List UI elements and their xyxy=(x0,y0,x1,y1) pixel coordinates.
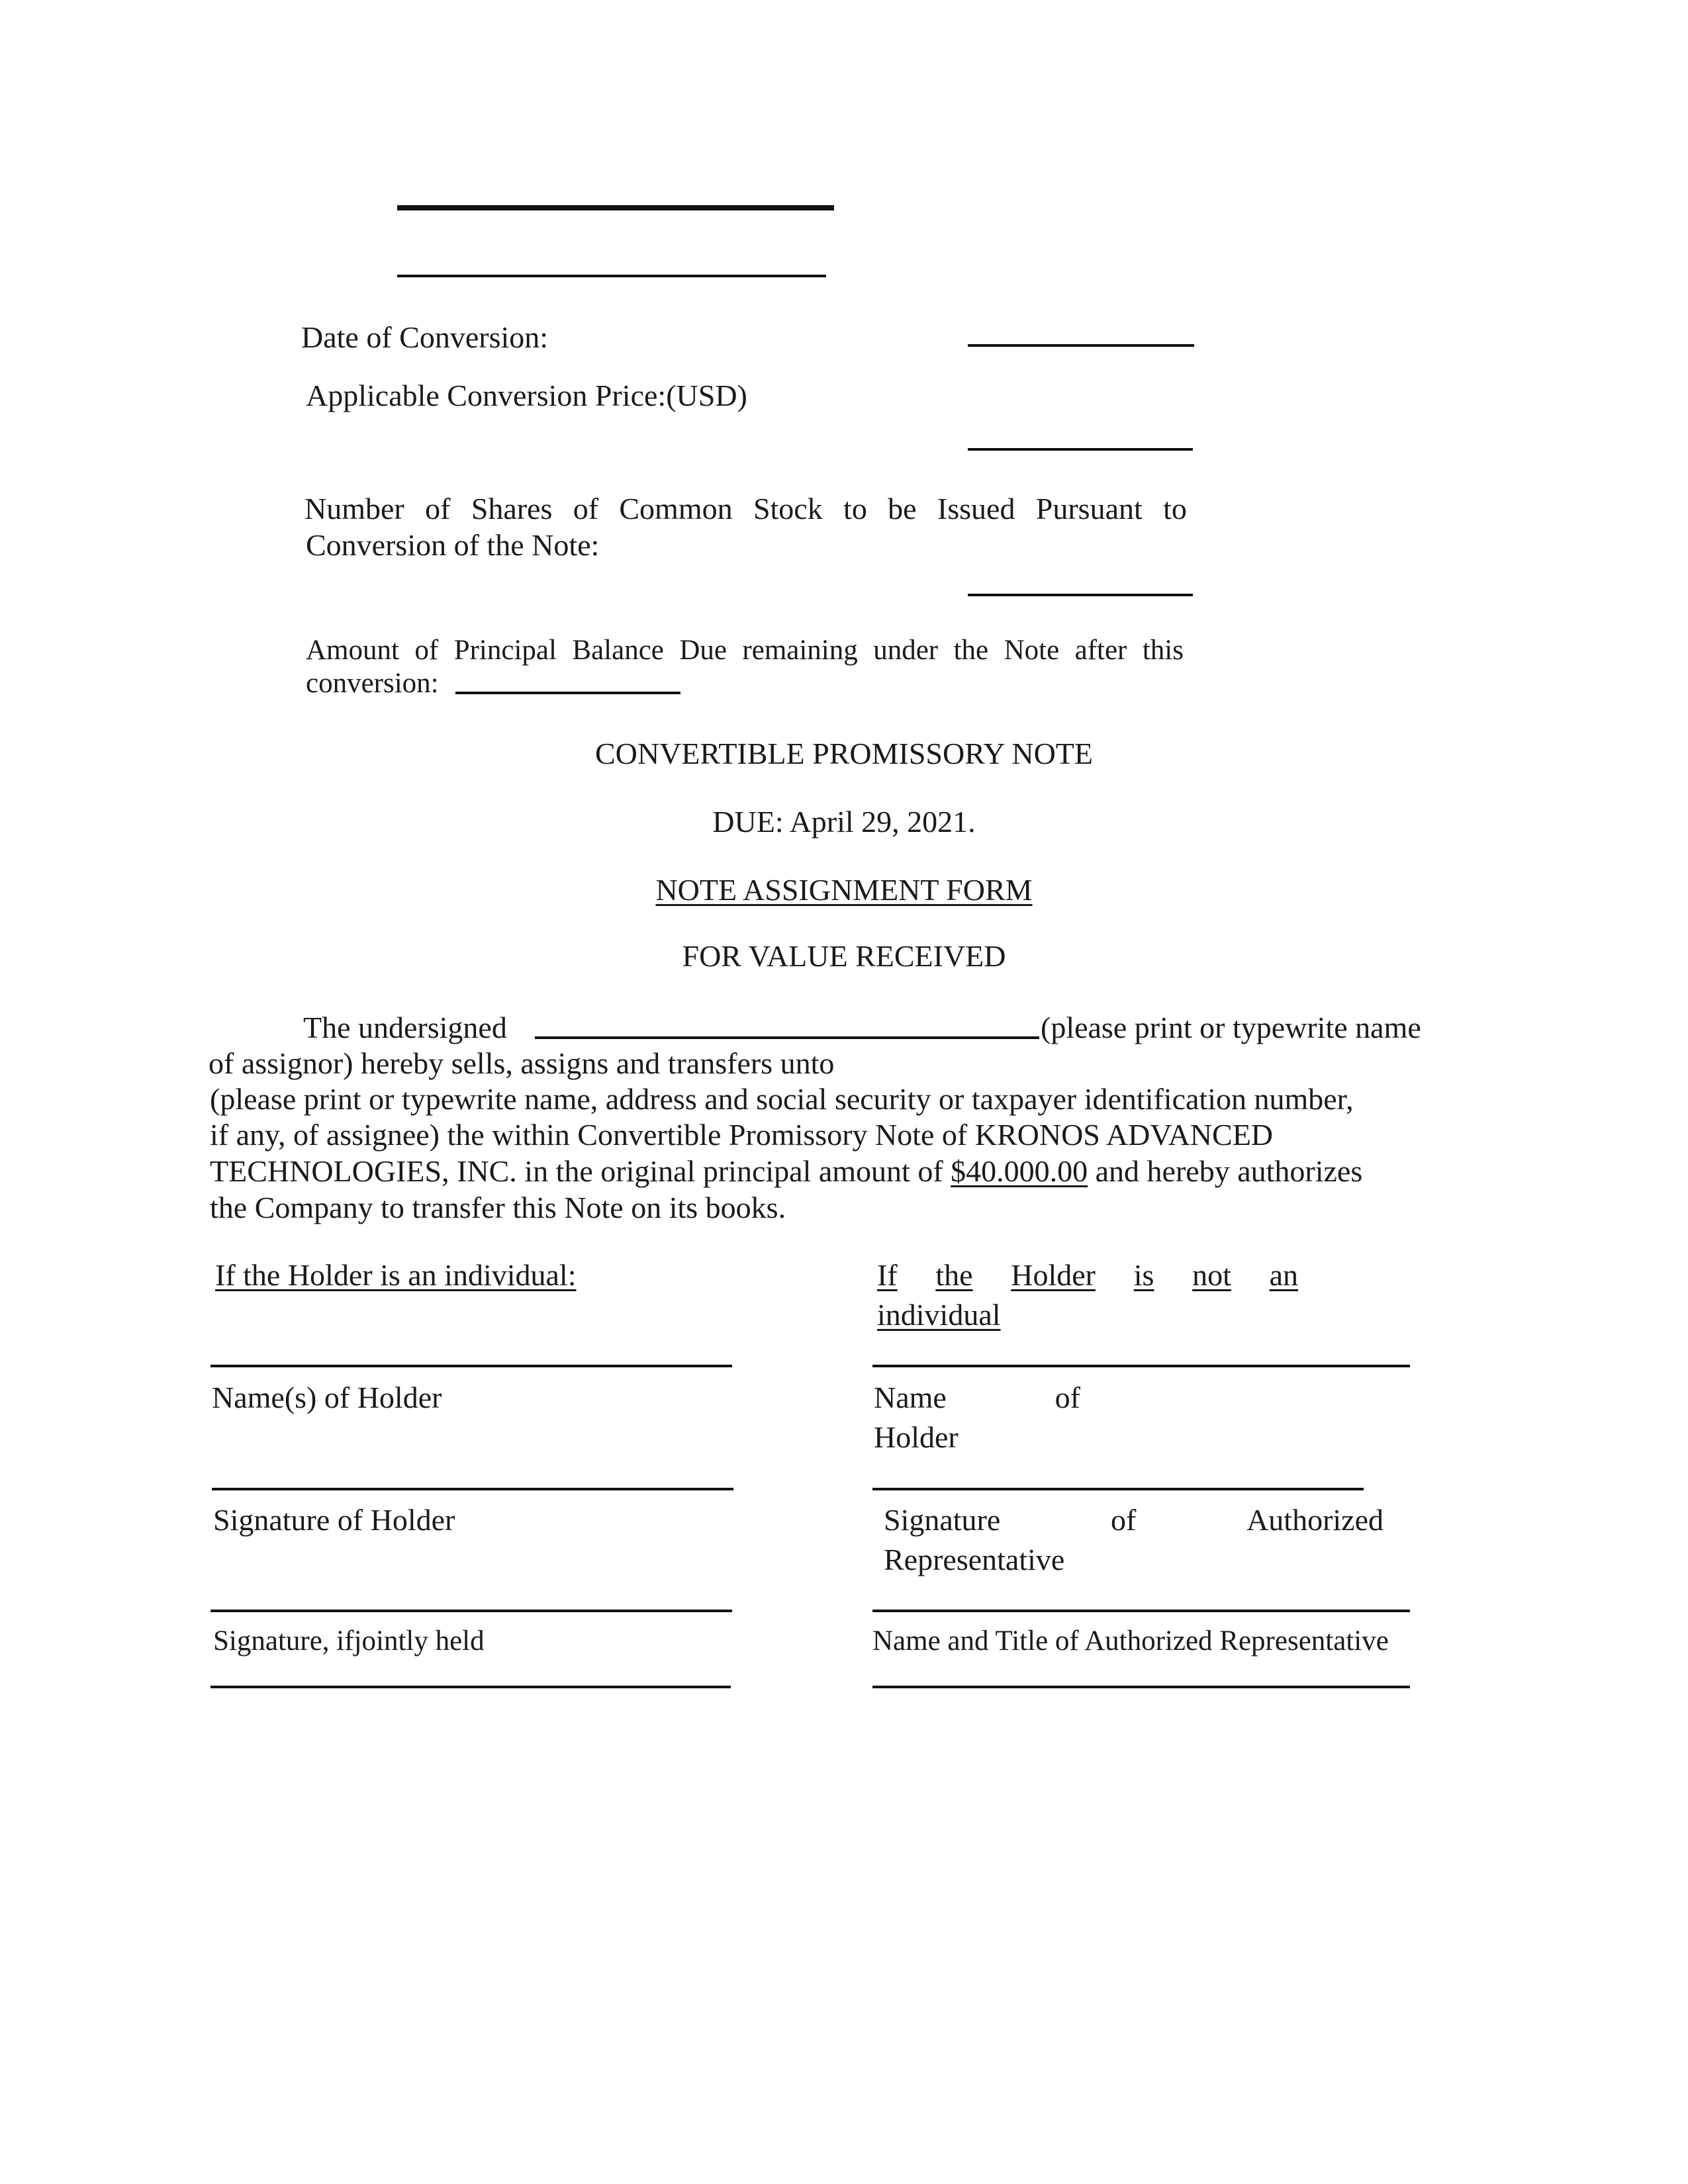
word: under xyxy=(873,635,939,666)
word: Amount xyxy=(306,635,399,666)
word: Common xyxy=(619,492,733,525)
word: Note xyxy=(1004,635,1060,666)
entity-name-field[interactable] xyxy=(872,1365,1410,1367)
word: remaining xyxy=(742,635,858,666)
assignment-line4: if any, of assignee) the within Convertible Promissory Note of KRONOS ADVANCED xyxy=(210,1118,1274,1152)
word: Pursuant xyxy=(1035,492,1143,525)
word: Principal xyxy=(453,635,557,666)
form-title xyxy=(0,872,1688,908)
word: this xyxy=(1142,635,1184,666)
top-rule-1 xyxy=(397,205,834,210)
word: Holder xyxy=(1011,1258,1096,1292)
assignment-line2: of assignor) hereby sells, assigns and transfers unto xyxy=(209,1046,835,1080)
word: Stock xyxy=(753,492,823,525)
word: Number xyxy=(305,492,404,525)
word: Due xyxy=(679,635,727,666)
holder-signature-field[interactable] xyxy=(212,1488,733,1490)
entity-name-line2: Holder xyxy=(874,1420,959,1454)
individual-heading-text: If the Holder is an individual: xyxy=(215,1258,577,1292)
shares-field[interactable] xyxy=(968,594,1193,596)
joint-signature-field[interactable] xyxy=(211,1610,732,1612)
principal-balance-field[interactable] xyxy=(455,692,680,694)
shares-label-line2: Conversion of the Note: xyxy=(306,528,600,562)
rep-name-title-label: Name and Title of Authorized Representative xyxy=(872,1625,1389,1657)
conversion-price-field[interactable] xyxy=(968,448,1193,451)
entity-name-line1 xyxy=(874,1380,1080,1416)
word: Shares xyxy=(471,492,553,525)
word: to xyxy=(1163,492,1187,525)
assignment-line6: the Company to transfer this Note on its books. xyxy=(210,1191,786,1224)
word: of xyxy=(1111,1503,1137,1537)
right-bottom-rule xyxy=(872,1686,1410,1688)
principal-amount: $40.000.00 xyxy=(951,1154,1088,1188)
word: the xyxy=(953,635,989,666)
principal-label-line2: conversion: xyxy=(306,668,439,699)
assignment-line1-start: The undersigned xyxy=(303,1011,507,1044)
word: after xyxy=(1074,635,1127,666)
word: of xyxy=(573,492,599,525)
assignor-name-field[interactable] xyxy=(535,1036,1039,1039)
entity-heading-line2-text: individual xyxy=(877,1298,1001,1332)
date-of-conversion-label: Date of Conversion: xyxy=(301,320,549,354)
note-title: CONVERTIBLE PROMISSORY NOTE xyxy=(594,737,1094,770)
word: Balance xyxy=(572,635,664,666)
entity-sig-line1 xyxy=(884,1502,1383,1538)
word: Name xyxy=(874,1381,947,1414)
date-of-conversion-field[interactable] xyxy=(968,344,1194,347)
word: If xyxy=(877,1258,898,1292)
assignment-line5-start: TECHNOLOGIES, INC. in the original principal amount of xyxy=(210,1154,943,1188)
assignment-line5 xyxy=(210,1154,1362,1189)
signature-of-holder-label: Signature of Holder xyxy=(213,1503,455,1537)
word: of xyxy=(414,635,439,666)
word: to xyxy=(843,492,867,525)
principal-label-line1 xyxy=(306,634,1184,667)
names-of-holder-label: Name(s) of Holder xyxy=(212,1381,442,1414)
word: Issued xyxy=(937,492,1015,525)
assignment-line5-end: and hereby authorizes xyxy=(1095,1154,1363,1188)
individual-heading xyxy=(215,1257,577,1293)
word: is xyxy=(1133,1258,1154,1292)
entity-heading-line1 xyxy=(877,1257,1298,1293)
joint-signature-label: Signature, ifjointly held xyxy=(213,1625,485,1657)
due-date: DUE: April 29, 2021. xyxy=(712,805,976,839)
holder-name-field[interactable] xyxy=(211,1365,732,1367)
word: an xyxy=(1269,1258,1298,1292)
left-bottom-rule xyxy=(211,1686,731,1688)
word: Authorized xyxy=(1246,1503,1383,1537)
word: not xyxy=(1192,1258,1231,1292)
rep-name-title-field[interactable] xyxy=(872,1610,1410,1612)
entity-heading-line2 xyxy=(877,1297,1001,1333)
word: of xyxy=(425,492,451,525)
word: be xyxy=(888,492,917,525)
form-title-text: NOTE ASSIGNMENT FORM xyxy=(655,873,1033,907)
shares-label-line1 xyxy=(305,491,1187,527)
value-received: FOR VALUE RECEIVED xyxy=(682,939,1006,973)
word: the xyxy=(935,1258,973,1292)
assignment-line3: (please print or typewrite name, address and social security or taxpayer identification number, xyxy=(210,1082,1354,1116)
word: Signature xyxy=(884,1503,1001,1537)
conversion-price-label: Applicable Conversion Price:(USD) xyxy=(306,379,747,412)
entity-signature-field[interactable] xyxy=(872,1488,1364,1490)
top-rule-2 xyxy=(397,275,826,277)
word: of xyxy=(1055,1381,1080,1414)
assignment-line1-end: (please print or typewrite name xyxy=(1041,1011,1421,1044)
entity-sig-line2: Representative xyxy=(884,1543,1065,1576)
